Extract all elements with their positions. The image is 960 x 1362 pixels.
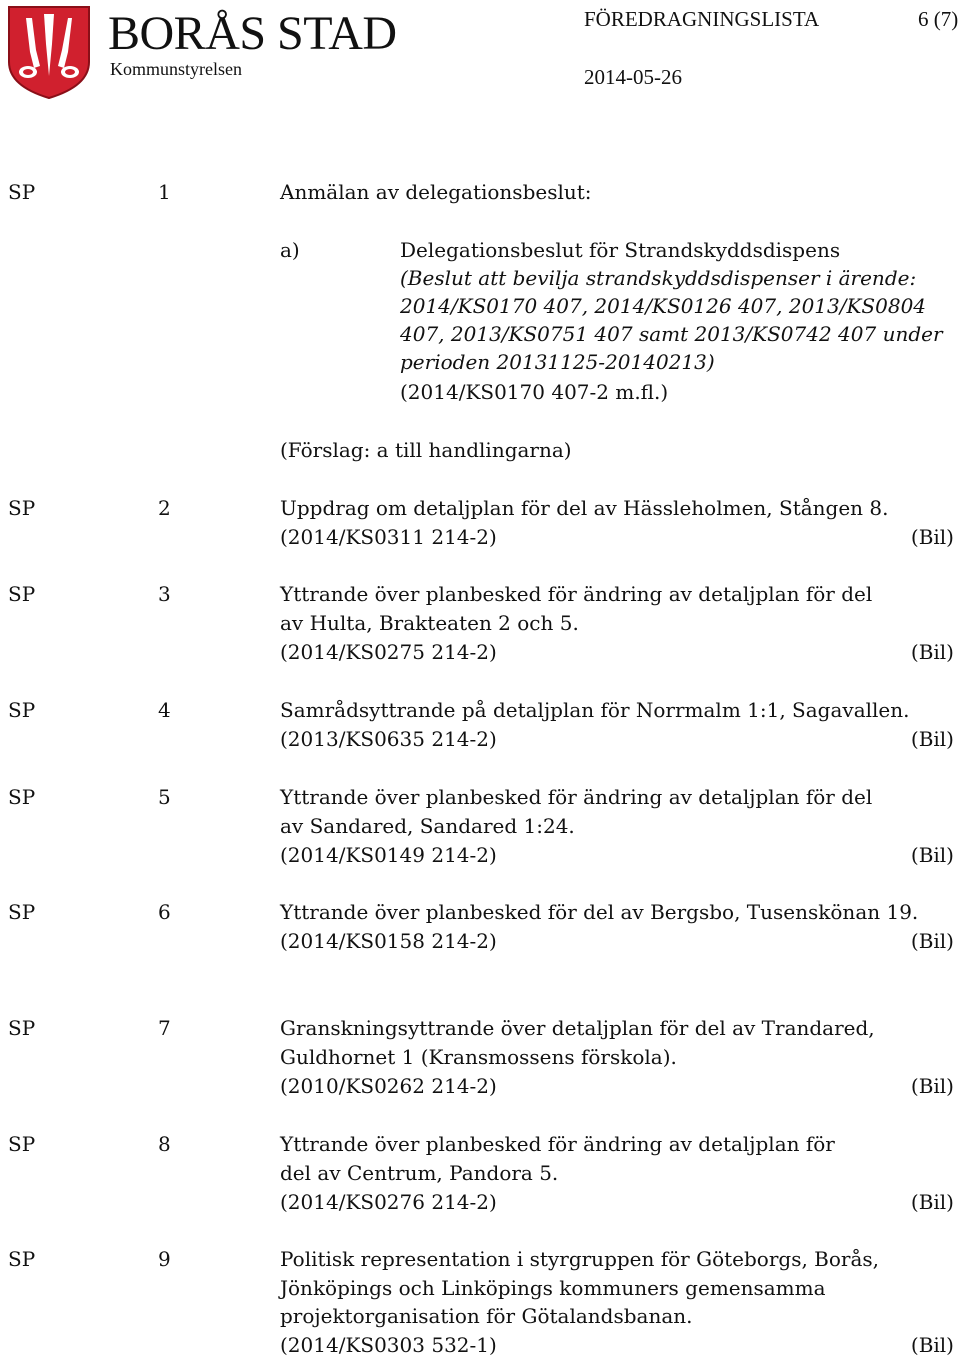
item-number: 4 — [158, 698, 171, 722]
item-line: Granskningsyttrande över detaljplan för del av Trandared, — [280, 1016, 875, 1040]
item-number: 7 — [158, 1016, 171, 1040]
item-type: SP — [8, 698, 36, 722]
item-type: SP — [8, 582, 36, 606]
item-number: 2 — [158, 496, 171, 520]
attachment-marker: (Bil) — [910, 1190, 954, 1214]
item-number: 5 — [158, 785, 171, 809]
document-date: 2014-05-26 — [584, 65, 682, 89]
item-line: Samrådsyttrande på detaljplan för Norrmalm 1:1, Sagavallen. — [280, 698, 910, 722]
item-line: av Hulta, Brakteaten 2 och 5. — [280, 611, 579, 635]
item-type: SP — [8, 785, 36, 809]
item-line: (2014/KS0158 214-2) — [280, 929, 497, 953]
attachment-marker: (Bil) — [910, 929, 954, 953]
item-line: (2013/KS0635 214-2) — [280, 727, 497, 751]
boras-coat-of-arms-icon — [6, 4, 92, 100]
item-line: (2014/KS0275 214-2) — [280, 640, 497, 664]
attachment-marker: (Bil) — [910, 727, 954, 751]
item-line: Politisk representation i styrgruppen för Göteborgs, Borås, — [280, 1247, 880, 1271]
attachment-marker: (Bil) — [910, 843, 954, 867]
item-line: Jönköpings och Linköpings kommuners gemensamma — [280, 1276, 826, 1300]
item-number: 8 — [158, 1132, 171, 1156]
item-line: (2014/KS0149 214-2) — [280, 843, 497, 867]
sub-item-line: Delegationsbeslut för Strandskyddsdispens — [400, 238, 841, 262]
item-line: (2010/KS0262 214-2) — [280, 1074, 497, 1098]
brand-name: BORÅS STAD — [108, 7, 397, 60]
item-number: 1 — [158, 180, 171, 204]
sub-item-line: (2014/KS0170 407-2 m.fl.) — [400, 380, 669, 404]
attachment-marker: (Bil) — [910, 1074, 954, 1098]
sub-item-line: perioden 20131125-20140213) — [400, 350, 715, 374]
attachment-marker: (Bil) — [910, 640, 954, 664]
item-line: Yttrande över planbesked för ändring av detaljplan för — [280, 1132, 835, 1156]
item-line: Yttrande över planbesked för ändring av detaljplan för del — [280, 582, 873, 606]
item-type: SP — [8, 1247, 36, 1271]
item-line: av Sandared, Sandared 1:24. — [280, 814, 575, 838]
item-number: 6 — [158, 900, 171, 924]
item-line: (2014/KS0276 214-2) — [280, 1190, 497, 1214]
sub-item-letter: a) — [280, 238, 300, 262]
item-line: Uppdrag om detaljplan för del av Hässleholmen, Stången 8. — [280, 496, 889, 520]
attachment-marker: (Bil) — [910, 525, 954, 549]
attachment-marker: (Bil) — [910, 1333, 954, 1357]
proposal-text: (Förslag: a till handlingarna) — [280, 438, 572, 462]
item-title: Anmälan av delegationsbeslut: — [280, 180, 592, 204]
item-type: SP — [8, 900, 36, 924]
item-line: (2014/KS0311 214-2) — [280, 525, 497, 549]
item-type: SP — [8, 1132, 36, 1156]
item-line: del av Centrum, Pandora 5. — [280, 1161, 559, 1185]
item-type: SP — [8, 1016, 36, 1040]
item-line: (2014/KS0303 532-1) — [280, 1333, 497, 1357]
item-number: 9 — [158, 1247, 171, 1271]
item-line: Yttrande över planbesked för ändring av detaljplan för del — [280, 785, 873, 809]
sub-item-line: 2014/KS0170 407, 2014/KS0126 407, 2013/KS0804 — [400, 294, 927, 318]
sub-item-line: (Beslut att bevilja strandskyddsdispenser i ärende: — [400, 266, 917, 290]
item-type: SP — [8, 496, 36, 520]
item-line: Yttrande över planbesked för del av Bergsbo, Tusenskönan 19. — [280, 900, 919, 924]
item-type: SP — [8, 180, 36, 204]
sub-item-line: 407, 2013/KS0751 407 samt 2013/KS0742 407 under — [400, 322, 943, 346]
item-line: Guldhornet 1 (Kransmossens förskola). — [280, 1045, 677, 1069]
brand-subtitle: Kommunstyrelsen — [110, 59, 242, 79]
item-line: projektorganisation för Götalandsbanan. — [280, 1304, 693, 1328]
item-number: 3 — [158, 582, 171, 606]
document-title: FÖREDRAGNINGSLISTA — [584, 7, 820, 31]
page-number: 6 (7) — [918, 7, 959, 31]
